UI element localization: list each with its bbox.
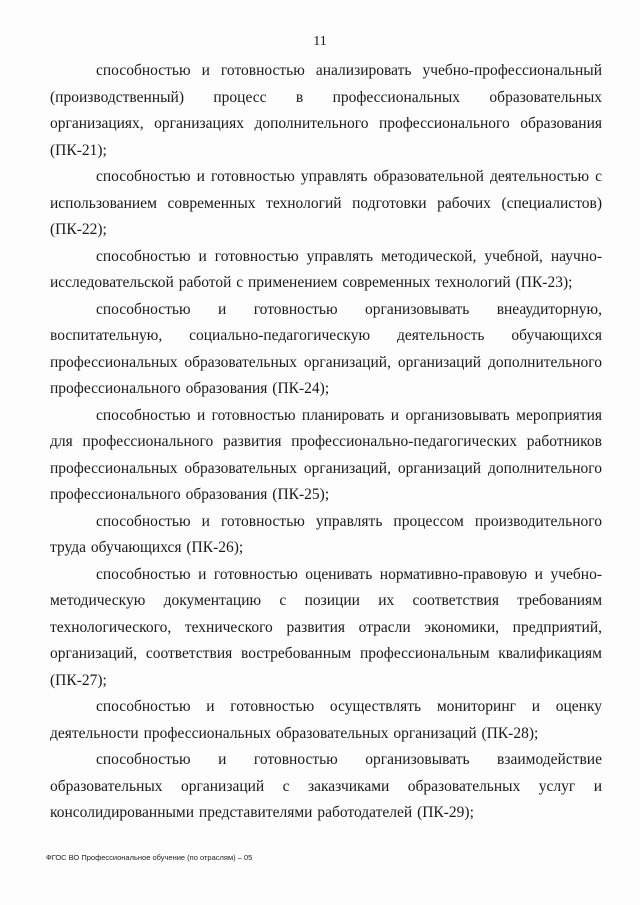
paragraph-pk-27: способностью и готовностью оценивать нормативно-правовую и учебно-методическую документацию с позиции их соответствия требованиям технологического, технического развития отрасли экономики, предприятий, организаций, соответствия востребованным профессиональным квалификациям (ПК-27);	[50, 565, 602, 689]
page-footer: ФГОС ВО Профессиональное обучение (по отраслям) – 05	[46, 853, 253, 862]
paragraph-pk-29: способностью и готовностью организовывать взаимодействие образовательных организаций с заказчиками образовательных услуг и консолидированными представителями работодателей (ПК-29);	[50, 751, 602, 821]
paragraph-pk-28: способностью и готовностью осуществлять мониторинг и оценку деятельности профессиональных образовательных организаций (ПК-28);	[50, 698, 602, 742]
page-number: 11	[313, 34, 327, 49]
paragraph-pk-23: способностью и готовностью управлять методической, учебной, научно-исследовательской работой с применением современных технологий (ПК-23);	[50, 247, 602, 291]
paragraph-pk-25: способностью и готовностью планировать и организовывать мероприятия для профессионального развития профессионально-педагогических работников профессиональных образовательных организаций, организаций дополнительного профессионального образования (ПК-25);	[50, 406, 602, 503]
competency-list	[50, 58, 602, 827]
paragraph-pk-21: способностью и готовностью анализировать учебно-профессиональный (производственный) процесс в профессиональных образовательных организациях, организациях дополнительного профессионального образования (ПК-21);	[50, 62, 602, 159]
paragraph-pk-22: способностью и готовностью управлять образовательной деятельностью с использованием современных технологий подготовки рабочих (специалистов) (ПК-22);	[50, 168, 602, 238]
paragraph-pk-26: способностью и готовностью управлять процессом производительного труда обучающихся (ПК-26);	[50, 512, 602, 556]
paragraph-pk-24: способностью и готовностью организовывать внеаудиторную, воспитательную, социально-педагогическую деятельность обучающихся профессиональных образовательных организаций, организаций дополнительного профессионального образования (ПК-24);	[50, 300, 602, 397]
